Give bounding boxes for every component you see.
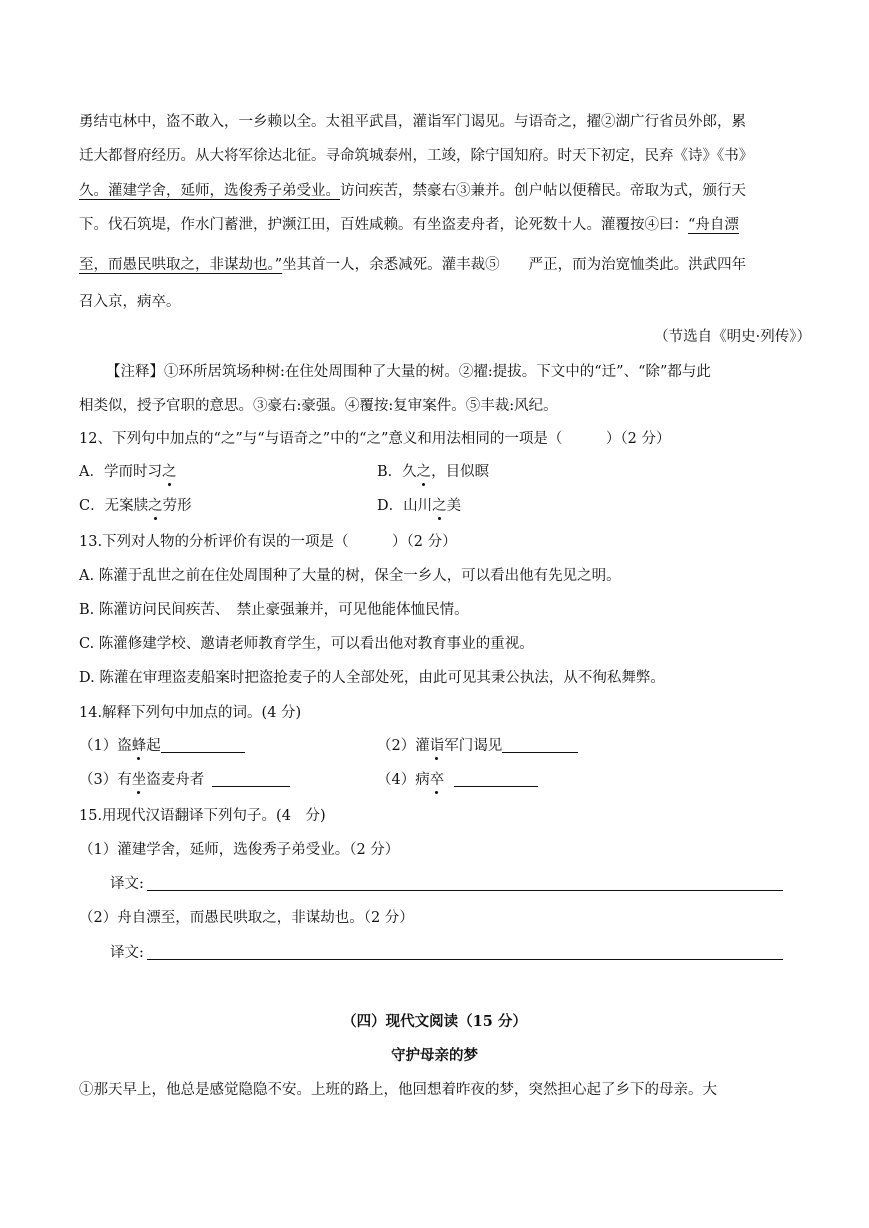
passage-line-1: 勇结屯林中，盗不敢入，一乡赖以全。太祖平武昌，灌诣军门谒见。与语奇之，擢②湖广行省员外郎，累: [79, 114, 746, 130]
q14-item-1: （1）盗蜂起: [79, 736, 245, 756]
q13-option-d: D. 陈灌在审理盗麦船案时把盗抢麦子的人全部处死，由此可见其秉公执法，从不徇私舞弊。: [79, 670, 665, 686]
translation-label-2: 译文:: [110, 945, 144, 961]
translation-answer-line-1[interactable]: [147, 890, 783, 891]
q15-stem: 15.用现代汉语翻译下列句子。(4 分): [79, 808, 326, 824]
q12-option-b: B．久之，目似瞑: [377, 464, 490, 480]
q13-option-b: B. 陈灌访问民间疾苦、 禁止豪强兼并，可见他能体恤民情。: [79, 602, 469, 618]
q15-sentence-2: （2）舟自漂至，而愚民哄取之，非谋劫也。（2 分）: [79, 910, 414, 926]
passage-source: （节选自《明史·列传》）: [654, 329, 811, 345]
underlined-sentence-1: 久。灌建学舍，延师，选俊秀子弟受业。: [79, 183, 340, 199]
answer-blank[interactable]: [502, 738, 578, 753]
passage-line-3: 久。灌建学舍，延师，选俊秀子弟受业。访问疾苦，禁豪右③兼并。创户帖以便稽民。帝取为式，颁行天: [79, 183, 746, 199]
translation-label-1: 译文:: [110, 876, 144, 892]
q14-item-2: （2）灌诣军门谒见: [377, 736, 578, 756]
article-title: 守护母亲的梦: [391, 1047, 478, 1064]
q12-option-d: D．山川之美: [377, 498, 462, 514]
passage-line-6: 召入京，病卒。: [79, 294, 181, 310]
notes-line-1: 【注释】①环所居筑场种树:在住处周围种了大量的树。②擢:提拔。下文中的“迁”、“除”都与此: [106, 364, 711, 380]
underlined-sentence-2-end: 至，而愚民哄取之，非谋劫也。”: [79, 257, 283, 273]
q12-option-a: A．学而时习之: [79, 464, 177, 480]
answer-blank[interactable]: [454, 772, 538, 787]
passage-line-4: 下。伐石筑堤，作水门蓄泄，护濒江田，百姓咸赖。有坐盗麦舟者，论死数十人。灌覆按④曰：“舟自漂: [79, 217, 739, 233]
q15-sentence-1: （1）灌建学舍，延师，选俊秀子弟受业。（2 分）: [79, 842, 400, 858]
q13-option-a: A. 陈灌于乱世之前在住处周围种了大量的树，保全一乡人，可以看出他有先见之明。: [79, 568, 621, 584]
answer-blank[interactable]: [161, 738, 245, 753]
section-heading: （四）现代文阅读（15 分）: [342, 1013, 527, 1030]
q13-stem: 13.下列对人物的分析评价有误的一项是（ ）（2 分）: [79, 534, 457, 550]
q14-item-3: （3）有坐盗麦舟者: [79, 770, 290, 790]
passage-line-5: 至，而愚民哄取之，非谋劫也。”坐其首一人，余悉减死。灌丰裁⑤ 严正，而为治宽恤类此。洪武四年: [79, 257, 747, 273]
q12-option-c: C．无案牍之劳形: [79, 498, 192, 514]
translation-answer-line-2[interactable]: [147, 959, 783, 960]
q14-stem: 14.解释下列句中加点的词。(4 分): [79, 705, 302, 721]
passage-line-2: 迁大都督府经历。从大将军徐达北征。寻命筑城泰州，工竣，除宁国知府。时天下初定，民弃《诗》《书》: [79, 148, 754, 164]
article-paragraph-1: ①那天早上，他总是感觉隐隐不安。上班的路上，他回想着昨夜的梦，突然担心起了乡下的母亲。大: [79, 1082, 717, 1098]
q12-stem: 12、下列句中加点的“之”与“与语奇之”中的“之”意义和用法相同的一项是（ ）（2 分）: [79, 431, 671, 447]
q14-item-4: （4）病卒: [377, 770, 538, 790]
notes-line-2: 相类似，授予官职的意思。③豪右:豪强。④覆按:复审案件。⑤丰裁:风纪。: [79, 398, 558, 414]
answer-blank[interactable]: [212, 772, 290, 787]
underlined-sentence-2-start: “舟自漂: [688, 217, 739, 233]
q13-option-c: C. 陈灌修建学校、邀请老师教育学生，可以看出他对教育事业的重视。: [79, 636, 534, 652]
